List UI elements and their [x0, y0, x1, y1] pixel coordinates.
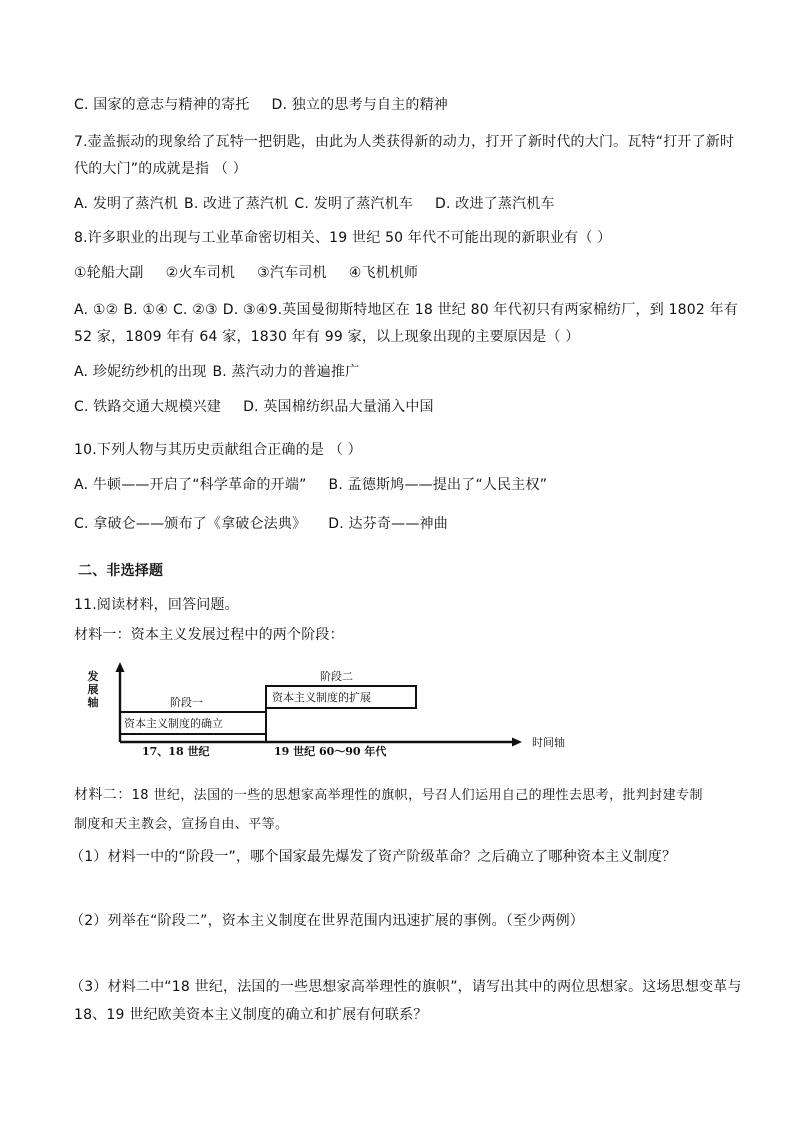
q9-option-b: B. 蒸汽动力的普遍推广	[212, 364, 360, 380]
material2-line2: 制度和天主教会，宣扬自由、平等。	[74, 817, 289, 832]
q8-stem: 8.许多职业的出现与工业革命密切相关、19 世纪 50 年代不可能出现的新职业有（ ）	[74, 230, 612, 246]
q6-option-d: D. 独立的思考与自主的精神	[271, 97, 448, 113]
q10-options-cd	[74, 515, 448, 533]
q8-option-c: C. ②③	[172, 302, 218, 318]
material2-prefix: 材料二：	[74, 787, 132, 803]
stage1-label: 阶段一	[170, 696, 203, 709]
q7-options	[74, 195, 555, 213]
q11-stem: 11.阅读材料，回答问题。	[74, 597, 239, 613]
q10-option-a: A. 牛顿——开启了“科学革命的开端”	[74, 477, 307, 493]
q11-sub1: （1）材料一中的“阶段一”，哪个国家最先爆发了资产阶级革命？之后确立了哪种资本主义制度？	[70, 849, 677, 865]
q8-option-a: A. ①②	[74, 302, 119, 318]
q8-option-b: B. ①④	[123, 302, 168, 318]
material1-title: 材料一：资本主义发展过程中的两个阶段：	[74, 627, 344, 643]
q9-option-c: C. 铁路交通大规模兴建	[74, 399, 222, 415]
q8-item-1: ①轮船大副	[74, 265, 144, 281]
section-title: 二、非选择题	[78, 563, 164, 579]
q8-items	[74, 264, 418, 282]
q10-options-ab	[74, 476, 547, 494]
q7-option-b: B. 改进了蒸汽机	[184, 196, 289, 212]
x-axis-label: 时间轴	[532, 736, 565, 749]
q8-item-3: ③汽车司机	[257, 265, 327, 281]
q8-item-4: ④飞机机师	[348, 265, 419, 281]
q9-options-cd	[74, 398, 434, 416]
y-axis-label: 发 展 轴	[87, 670, 99, 709]
q11-sub3-line2: 18、19 世纪欧美资本主义制度的确立和扩展有何联系？	[74, 1007, 428, 1023]
q7-option-a: A. 发明了蒸汽机	[74, 196, 179, 212]
q9-stem-line1: 9.英国曼彻斯特地区在 18 世纪 80 年代初只有两家棉纺厂，到 1802 年有	[268, 302, 739, 318]
q6-option-c: C. 国家的意志与精神的寄托	[74, 97, 250, 113]
q9-stem-line2: 52 家，1809 年有 64 家，1830 年有 99 家，以上现象出现的主要原因是（ ）	[74, 329, 580, 345]
q8-options-q9-line1	[74, 301, 738, 319]
q9-option-a: A. 珍妮纺纱机的出现	[74, 364, 207, 380]
development-stage-diagram	[86, 660, 576, 760]
q7-option-d: D. 改进了蒸汽机车	[435, 196, 555, 212]
period2-label: 19 世纪 60～90 年代	[274, 745, 387, 758]
q8-option-d: D. ③④	[222, 302, 269, 318]
material2-text-1: 18 世纪，法国的一些的思想家高举理性的旗帜，号召人们运用自己的理性去思考，批判封建专制	[131, 788, 703, 803]
period1-label: 17、18 世纪	[142, 745, 210, 758]
q6-options-cd	[74, 96, 448, 114]
x-axis-arrow	[512, 738, 522, 747]
q11-sub3-line1: （3）材料二中“18 世纪，法国的一些思想家高举理性的旗帜”，请写出其中的两位思想家。这场思想变革与	[70, 979, 742, 995]
q11-sub2: （2）列举在“阶段二”，资本主义制度在世界范围内迅速扩展的事例。（至少两例）	[70, 913, 585, 929]
stage2-label: 阶段二	[320, 670, 353, 683]
q10-option-c: C. 拿破仑——颁布了《拿破仑法典》	[74, 516, 307, 532]
q9-options-ab	[74, 363, 359, 381]
q7-stem-line2: 代的大门”的成就是指 （ ）	[74, 161, 247, 177]
q7-option-c: C. 发明了蒸汽机车	[294, 196, 414, 212]
stage1-box-text: 资本主义制度的确立	[124, 717, 223, 730]
q10-option-d: D. 达芬奇——神曲	[328, 516, 448, 532]
q7-stem-line1: 7.壶盖振动的现象给了瓦特一把钥匙，由此为人类获得新的动力，打开了新时代的大门。瓦特“打开了新时	[74, 134, 735, 150]
stage2-box-text: 资本主义制度的扩展	[272, 691, 371, 704]
material2-line1	[74, 786, 703, 805]
q9-option-d: D. 英国棉纺织品大量涌入中国	[243, 399, 434, 415]
q10-option-b: B. 孟德斯鸠——提出了“人民主权”	[328, 477, 548, 493]
q10-stem: 10.下列人物与其历史贡献组合正确的是 （ ）	[74, 442, 362, 458]
y-axis-arrow	[116, 662, 125, 672]
q8-item-2: ②火车司机	[165, 265, 236, 281]
